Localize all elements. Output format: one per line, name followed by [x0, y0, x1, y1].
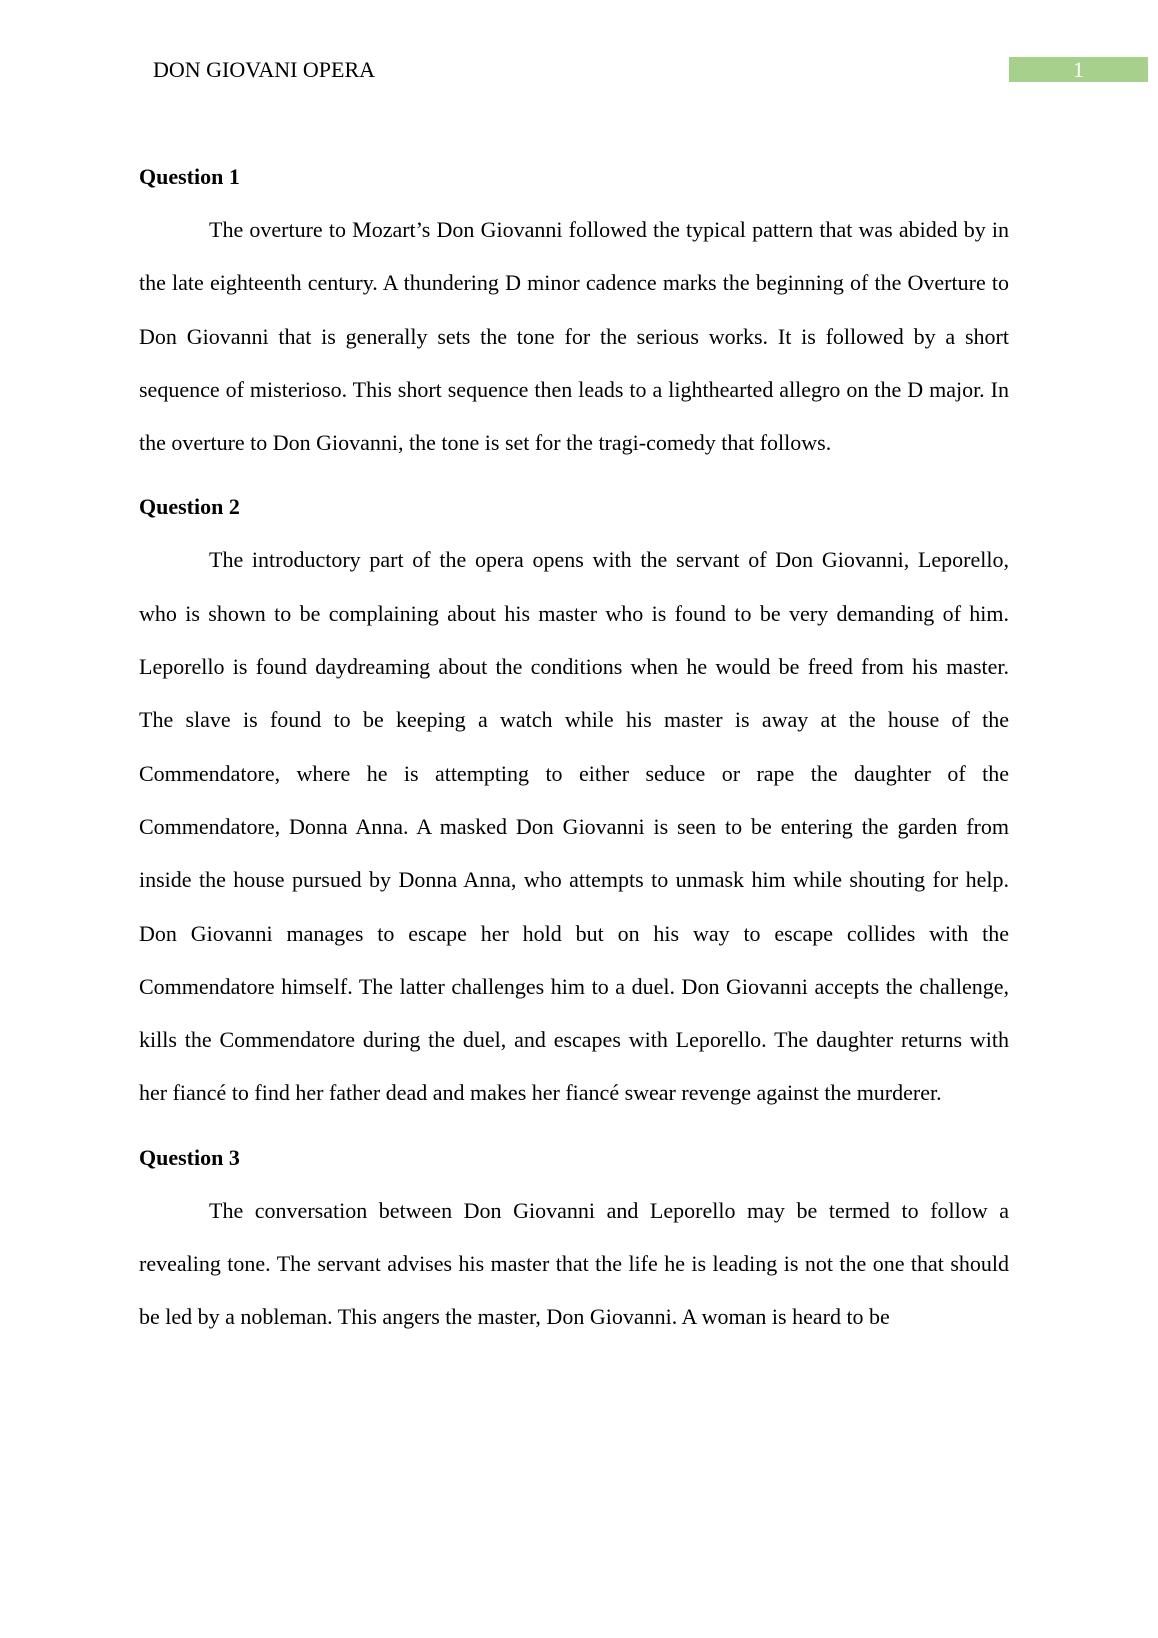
document-body — [139, 157, 1009, 1362]
section-heading: Question 1 — [139, 164, 240, 189]
section-question-2 — [139, 487, 1009, 1137]
section-heading: Question 2 — [139, 494, 240, 520]
section-heading: Question 3 — [139, 1144, 240, 1170]
section-question-3 — [139, 1138, 1009, 1362]
page-number: 1 — [1009, 57, 1148, 82]
section-paragraph: The conversation between Don Giovanni and Leporello may be termed to follow a revealing tone. The servant advises his master that the life he is leading is not the one that should be led by a nobleman. This angers the master, Don Giovanni. A woman is heard to be — [139, 1197, 1009, 1330]
section-question-1 — [139, 157, 1009, 487]
section-paragraph: The introductory part of the opera opens with the servant of Don Giovanni, Leporello, who is shown to be complaining about his master who is found to be very demanding of him. Leporello is found daydreaming about the conditions when he would be freed from his master. The slave is found to be keeping a watch while his master is away at the house of the Commendatore, where he is attempting to either seduce or rape the daughter of the Commendatore, Donna Anna. A masked Don Giovanni is seen to be entering the garden from inside the house pursued by Donna Anna, who attempts to unmask him while shouting for help. Don Giovanni manages to escape her hold but on his way to escape collides with the Commendatore himself. The latter challenges him to a duel. Don Giovanni accepts the challenge, kills the Commendatore during the duel, and escapes with Leporello. The daughter returns with her fiancé to find her father dead and makes her fiancé swear revenge against the murderer. — [139, 547, 1009, 1106]
running-head: DON GIOVANI OPERA — [153, 57, 376, 82]
section-paragraph: The overture to Mozart’s Don Giovanni followed the typical pattern that was abided by in the late eighteenth century. A thundering D minor cadence marks the beginning of the Overture to Don Giovanni that is generally sets the tone for the serious works. It is followed by a short sequence of misterioso. This short sequence then leads to a lighthearted allegro on the D major. In the overture to Don Giovanni, the tone is set for the tragi-comedy that follows. — [139, 217, 1009, 456]
